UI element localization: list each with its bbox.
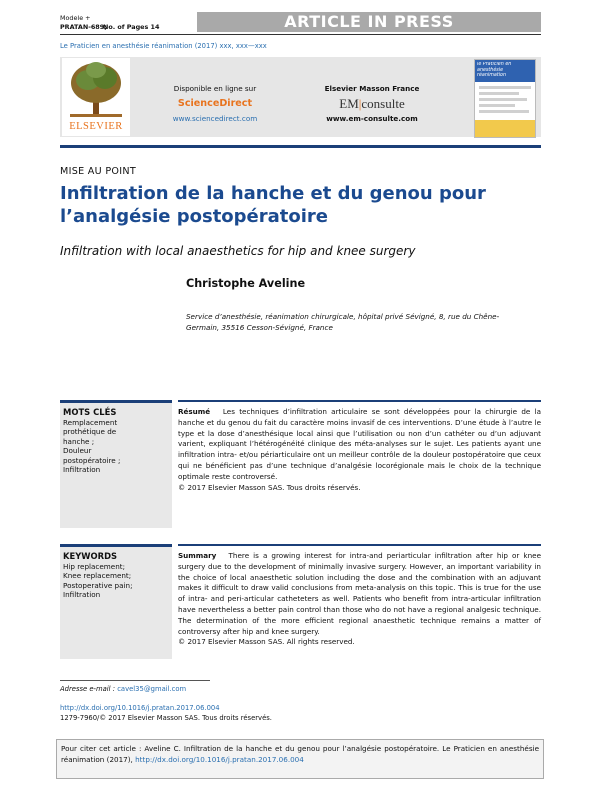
citation-doi-link[interactable]: http://dx.doi.org/10.1016/j.pratan.2017.06.004: [135, 754, 304, 764]
issn-line: 1279-7960/© 2017 Elsevier Masson SAS. Tous droits réservés.: [60, 714, 272, 722]
emconsulte-link[interactable]: www.em-consulte.com: [326, 114, 418, 123]
article-in-press-banner: ARTICLE IN PRESS: [197, 12, 541, 32]
resume-text: Les techniques d’infiltration articulaire se sont développées pour la chirurgie de la hanche et du genou du fait du caractère moins invasif de ces interventions. D’une étude à l’autre le type et la dose d’anesthésique local ainsi que l’utilisation ou non d’un cathéter ou d’un adjuvant varient, expliquant l’hétérogénéité clinique des méta-analyses sur le sujet. Les patients ayant une infiltration intra- et/ou périarticulaire ont un meilleur contrôle de la douleur postopératoire que ceux qui ne bénéficient pas d’une technique d’analgésie locorégionale mais le choix de la technique optimale reste controversé.: [178, 407, 541, 481]
keyword-item: Douleur: [63, 446, 92, 456]
keyword-item: Hip replacement;: [63, 562, 126, 571]
keyword-item: postopératoire ;: [63, 455, 121, 465]
keyword-item: Infiltration: [63, 590, 101, 600]
citation-text: Pour citer cet article : Aveline C. Infiltration de la hanche et du genou pour l’analgésie postopératoire. Le Praticien en anesthésie réanimation (2017),: [61, 744, 539, 764]
keyword-item: Knee replacement;: [63, 571, 132, 581]
journal-banner: [60, 57, 541, 137]
keywords-en-heading: KEYWORDS: [63, 551, 118, 561]
email-footnote: [60, 684, 186, 695]
keyword-item: Postoperative pain;: [63, 580, 133, 590]
article-title: Infiltration de la hanche et du genou pour l’analgésie postopératoire: [60, 183, 486, 227]
email-label: Adresse e-mail :: [60, 685, 116, 693]
banner-rule: [60, 145, 541, 148]
journal-line: Le Praticien en anesthésie réanimation (2017) xxx, xxx—xxx: [60, 42, 267, 50]
author-affiliation: Service d’anesthésie, réanimation chirurgicale, hôpital privé Sévigné, 8, rue du Chêne-Germain, 35516 Cesson-Sévigné, France: [186, 312, 500, 332]
keyword-item: prothétique de: [63, 427, 117, 437]
sciencedirect-link[interactable]: www.sciencedirect.com: [172, 114, 258, 123]
summary-copyright: © 2017 Elsevier Masson SAS. All rights reserved.: [178, 637, 355, 647]
keyword-item: Remplacement: [63, 418, 118, 427]
resume-block: [178, 400, 541, 493]
emconsulte-logo[interactable]: EM|consulte: [339, 96, 405, 111]
section-label: MISE AU POINT: [60, 166, 137, 177]
sciencedirect-logo[interactable]: ScienceDirect: [177, 98, 253, 109]
template-model: Modele +: [60, 14, 91, 22]
header-rule: [60, 34, 541, 35]
elsevier-wordmark: ELSEVIER: [69, 121, 123, 132]
keywords-fr-box: [60, 400, 172, 528]
available-online-label: Disponible en ligne sur: [173, 84, 257, 93]
resume-label: Résumé: [178, 407, 211, 416]
keyword-item: hanche ;: [63, 436, 95, 446]
cover-title: le Praticien en anesthésie réanimation: [477, 62, 512, 79]
summary-block: [178, 544, 541, 648]
emc-logo-right: consulte: [361, 96, 405, 111]
resume-copyright: © 2017 Elsevier Masson SAS. Tous droits réservés.: [178, 482, 361, 492]
summary-text: There is a growing interest for intra-and periarticular infiltration after hip or knee surgery due to the development of minimally invasive surgery. However, an important variability in the choice of local anaesthetic solution including the dose and the combination with an adjuvant makes it difficult to draw valid conclusions from meta-analysis on this topic. This is true for the use of intra- and peri-articular catheteters as well. Patients who benefit from intra-articular infiltration have nevertheless a better pain control than those who do not have a regional analgesic technique. The determination of the more efficient regional anaesthetic technique remains a matter of controversy after hip and knee surgery.: [178, 551, 541, 636]
email-link[interactable]: cavel35@gmail.com: [117, 685, 187, 693]
article-subtitle: Infiltration with local anaesthetics for hip and knee surgery: [60, 244, 416, 258]
doi-link[interactable]: http://dx.doi.org/10.1016/j.pratan.2017.06.004: [60, 704, 220, 712]
author-name: Christophe Aveline: [186, 277, 306, 290]
emc-logo-left: EM: [339, 96, 359, 111]
keywords-fr-heading: MOTS CLÉS: [63, 407, 117, 417]
keyword-item: Infiltration: [63, 465, 101, 475]
article-ref: PRATAN-689;: [60, 23, 107, 31]
page-count: No. of Pages 14: [103, 23, 160, 31]
emc-title: Elsevier Masson France: [324, 84, 420, 93]
footnote-rule: [60, 680, 210, 681]
elsevier-tree-icon: [62, 58, 130, 120]
citation-box: [56, 739, 544, 779]
keywords-en-box: [60, 544, 172, 659]
summary-label: Summary: [178, 551, 217, 560]
journal-cover: [474, 59, 536, 138]
elsevier-logo: [62, 58, 130, 136]
